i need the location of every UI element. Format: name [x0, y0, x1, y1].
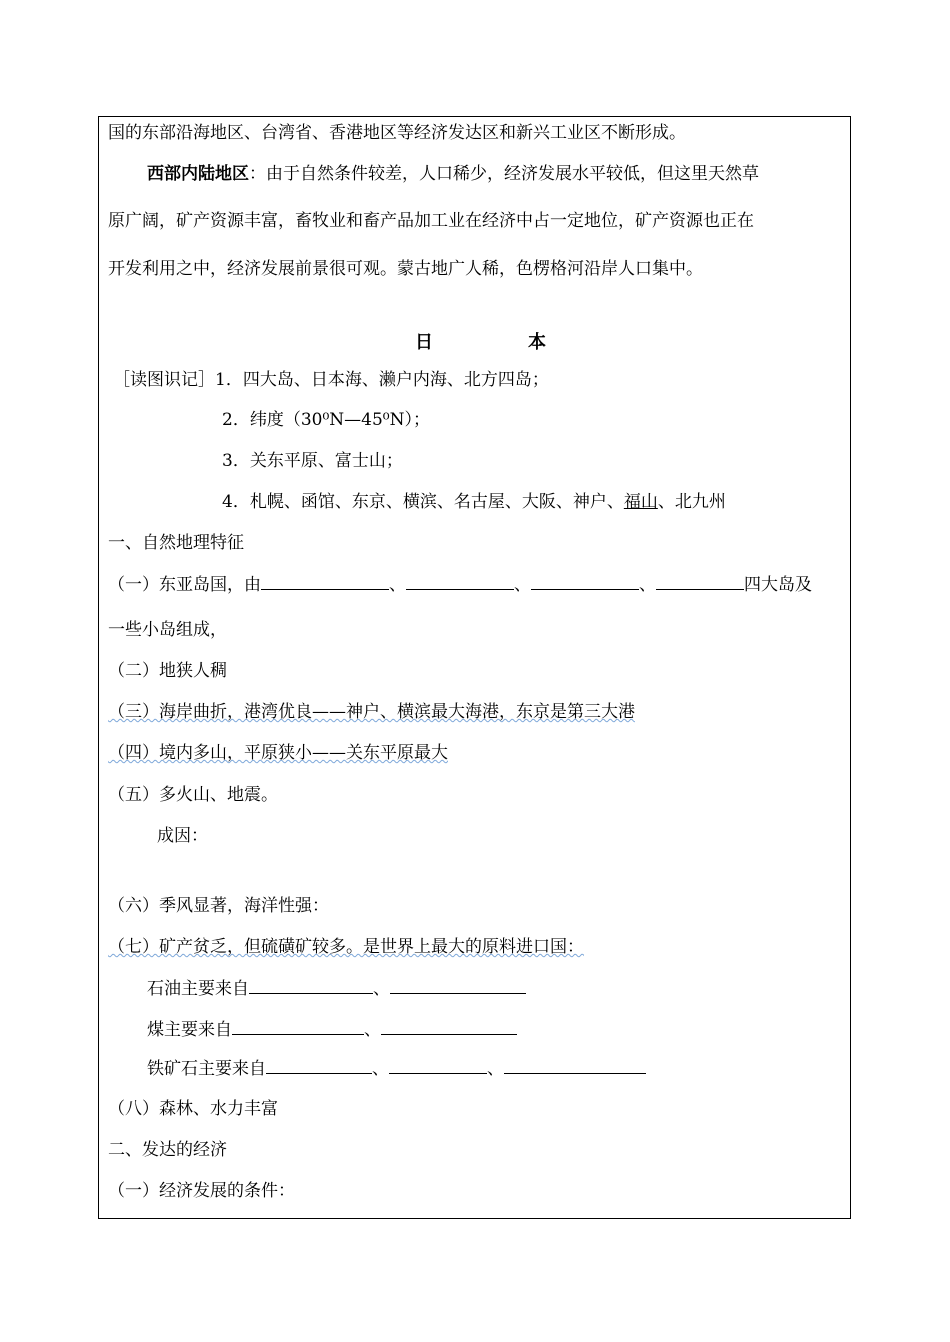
part1-item-1-cont: 一些小岛组成， [108, 620, 227, 640]
part1-item-6: （六）季风显著，海洋性强： [108, 896, 329, 916]
part2-item-1: （一）经济发展的条件： [108, 1181, 295, 1201]
iron-sources [147, 1057, 646, 1080]
item-1-text: （一）东亚岛国，由 [108, 575, 261, 595]
separator: 、 [373, 979, 390, 999]
part1-heading: 一、自然地理特征 [108, 533, 244, 553]
city-list-b: 、北九州 [657, 492, 726, 512]
separator: 、 [364, 1020, 381, 1040]
iron-label: 铁矿石主要来自 [147, 1059, 266, 1079]
city-fukuyama: 福山 [623, 492, 658, 512]
west-region-text: ：由于自然条件较差，人口稀少，经济发展水平较低，但这里天然草 [249, 164, 759, 184]
coal-blank-1[interactable] [232, 1018, 364, 1035]
intro-line-2 [147, 163, 759, 185]
west-region-label: 西部内陆地区 [147, 164, 249, 184]
map-reading-item-1: ［读图识记］1．四大岛、日本海、濑户内海、北方四岛； [113, 370, 549, 390]
oil-label: 石油主要来自 [147, 979, 249, 999]
coal-blank-2[interactable] [381, 1018, 517, 1035]
separator: 、 [639, 575, 656, 595]
coal-label: 煤主要来自 [147, 1020, 232, 1040]
island-blank-4[interactable] [656, 573, 744, 590]
section-title-char-2: 本 [528, 332, 546, 353]
iron-blank-2[interactable] [389, 1057, 487, 1074]
city-list-a: 4．札幌、函馆、东京、横滨、名古屋、大阪、神户、 [222, 492, 624, 512]
cause-label: 成因： [157, 826, 208, 846]
iron-blank-3[interactable] [504, 1057, 646, 1074]
map-reading-item-4 [222, 491, 726, 513]
item-1-text-end: 四大岛及 [744, 575, 812, 595]
oil-sources [147, 977, 526, 1000]
map-reading-item-3: 3．关东平原、富士山； [222, 451, 403, 471]
map-reading-item-2: 2．纬度（30⁰N—45⁰N）； [222, 410, 430, 430]
separator: 、 [514, 575, 531, 595]
part1-item-1 [108, 573, 812, 596]
oil-blank-2[interactable] [390, 977, 526, 994]
iron-blank-1[interactable] [266, 1057, 372, 1074]
part1-item-4: （四）境内多山，平原狭小——关东平原最大 [108, 743, 448, 763]
part1-item-2: （二）地狭人稠 [108, 661, 227, 681]
island-blank-1[interactable] [261, 573, 389, 590]
oil-blank-1[interactable] [249, 977, 373, 994]
part1-item-7: （七）矿产贫乏，但硫磺矿较多。是世界上最大的原料进口国： [108, 937, 584, 957]
coal-sources [147, 1018, 517, 1041]
section-title-char-1: 日 [415, 332, 433, 353]
part1-item-3: （三）海岸曲折，港湾优良——神户、横滨最大海港，东京是第三大港 [108, 702, 635, 722]
separator: 、 [487, 1059, 504, 1079]
intro-line-1: 国的东部沿海地区、台湾省、香港地区等经济发达区和新兴工业区不断形成。 [108, 123, 686, 143]
separator: 、 [389, 575, 406, 595]
part2-heading: 二、发达的经济 [108, 1140, 227, 1160]
intro-line-3: 原广阔，矿产资源丰富，畜牧业和畜产品加工业在经济中占一定地位，矿产资源也正在 [108, 211, 754, 231]
intro-line-4: 开发利用之中，经济发展前景很可观。蒙古地广人稀，色楞格河沿岸人口集中。 [108, 259, 703, 279]
separator: 、 [372, 1059, 389, 1079]
part1-item-8: （八）森林、水力丰富 [108, 1099, 278, 1119]
island-blank-2[interactable] [406, 573, 514, 590]
island-blank-3[interactable] [531, 573, 639, 590]
part1-item-5: （五）多火山、地震。 [108, 785, 278, 805]
